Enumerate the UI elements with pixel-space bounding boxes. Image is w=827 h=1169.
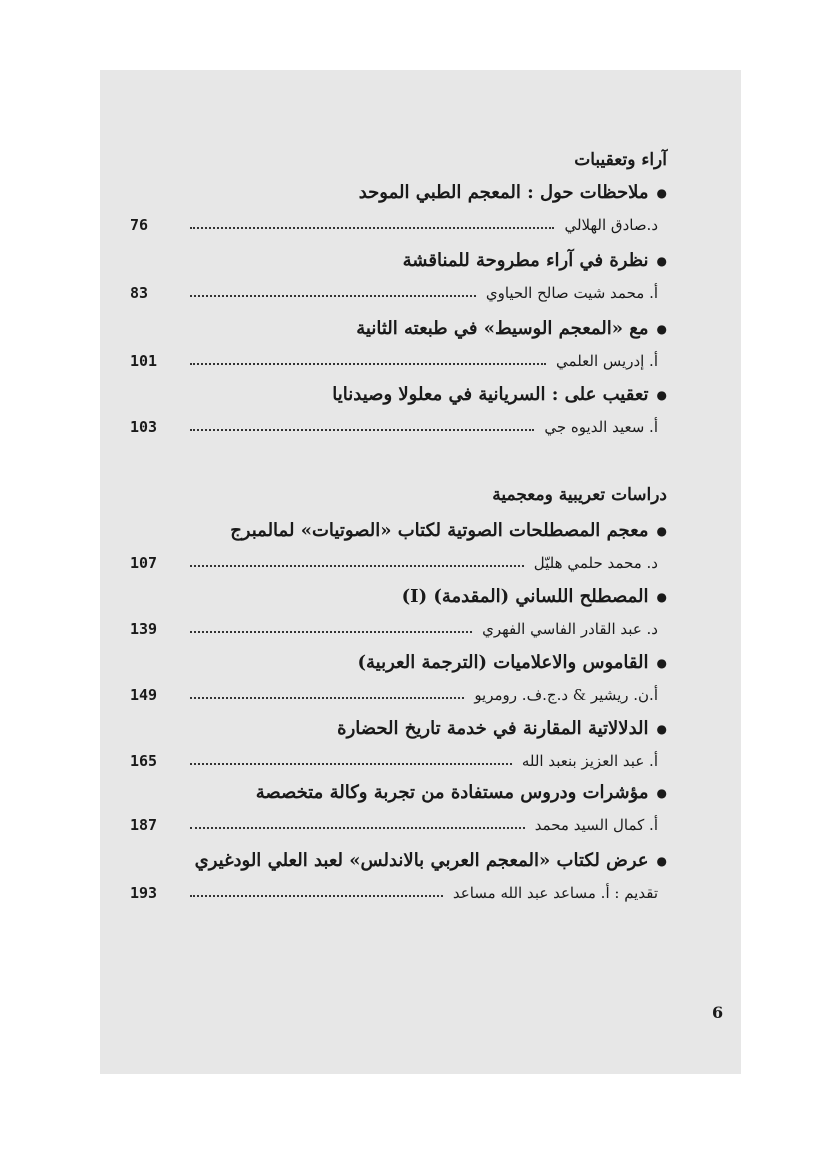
entry-title <box>358 652 667 673</box>
bullet-icon: ● <box>656 656 667 670</box>
entry-title-text: معجم المصطلحات الصوتية لكتاب «الصوتيات» لمالمبرج <box>230 520 649 541</box>
entry-title <box>195 850 667 871</box>
dot-leader <box>190 894 443 897</box>
dot-leader <box>190 226 554 229</box>
entry-page-number: 165 <box>130 752 158 770</box>
entry-title-text: مع «المعجم الوسيط» في طبعته الثانية <box>356 318 649 339</box>
entry-line <box>130 680 658 704</box>
entry-title <box>337 718 667 739</box>
entry-line <box>130 746 658 770</box>
entry-line <box>130 878 658 902</box>
bullet-icon: ● <box>656 590 667 604</box>
dot-leader <box>190 826 525 829</box>
book-page <box>100 70 741 1074</box>
dot-leader <box>190 762 512 765</box>
toc-entry <box>100 182 741 242</box>
toc-entry <box>100 318 741 378</box>
entry-line <box>130 278 658 302</box>
entry-title <box>230 520 667 541</box>
toc-entry <box>100 384 741 444</box>
toc-entry <box>100 850 741 910</box>
entry-author: أ.ن. ريشير & د.ج.ف. رومريو <box>474 686 658 704</box>
entry-title <box>403 250 667 271</box>
dot-leader <box>190 696 464 699</box>
entry-page-number: 149 <box>130 686 158 704</box>
bullet-icon: ● <box>656 254 667 268</box>
entry-page-number: 193 <box>130 884 158 902</box>
entry-title-text: تعقيب على : السريانية في معلولا وصيدنايا <box>332 384 649 405</box>
bullet-icon: ● <box>656 524 667 538</box>
bullet-icon: ● <box>656 388 667 402</box>
bullet-icon: ● <box>656 722 667 736</box>
entry-page-number: 107 <box>130 554 158 572</box>
entry-author: تقديم : أ. مساعد عبد الله مساعد <box>452 884 658 902</box>
entry-author: د.صادق الهلالي <box>564 216 658 234</box>
bullet-icon: ● <box>656 322 667 336</box>
page-folio-number: 6 <box>712 1003 724 1022</box>
toc-entry <box>100 652 741 712</box>
toc-entry <box>100 782 741 842</box>
dot-leader <box>190 362 546 365</box>
dot-leader <box>190 428 534 431</box>
section-title: دراسات تعريبية ومعجمية <box>492 485 667 505</box>
entry-line <box>130 548 658 572</box>
entry-author: أ. إدريس العلمي <box>556 352 658 370</box>
entry-page-number: 139 <box>130 620 158 638</box>
entry-title-text: المصطلح اللساني (المقدمة) (I) <box>401 586 649 607</box>
entry-title-text: ملاحظات حول : المعجم الطبي الموحد <box>358 182 649 203</box>
dot-leader <box>190 630 472 633</box>
entry-title <box>332 384 667 405</box>
entry-title <box>359 182 667 203</box>
entry-author: أ. محمد شيت صالح الحياوي <box>485 284 658 302</box>
toc-entry <box>100 718 741 778</box>
entry-title-text: القاموس والاعلاميات (الترجمة العربية) <box>357 652 649 673</box>
entry-title-text: الدلالاتية المقارنة في خدمة تاريخ الحضارة <box>337 718 649 739</box>
entry-page-number: 76 <box>130 216 149 234</box>
entry-line <box>130 346 658 370</box>
section-title: آراء وتعقيبات <box>574 150 667 170</box>
entry-title-text: نظرة في آراء مطروحة للمناقشة <box>402 250 649 271</box>
entry-author: أ. سعيد الديوه جي <box>544 418 658 436</box>
entry-author: د. محمد حلمي هليّل <box>533 554 658 572</box>
toc-entry <box>100 250 741 310</box>
entry-title <box>356 318 667 339</box>
entry-title <box>256 782 667 803</box>
table-of-contents <box>100 70 741 1074</box>
bullet-icon: ● <box>656 186 667 200</box>
entry-line <box>130 614 658 638</box>
entry-author: أ. كمال السيد محمد <box>534 816 658 834</box>
entry-line <box>130 810 658 834</box>
entry-title-text: عرض لكتاب «المعجم العربي بالاندلس» لعبد العلي الودغيري <box>194 850 649 871</box>
entry-title-text: مؤشرات ودروس مستفادة من تجربة وكالة متخصصة <box>255 782 649 803</box>
dot-leader <box>190 294 476 297</box>
bullet-icon: ● <box>656 786 667 800</box>
entry-page-number: 83 <box>130 284 149 302</box>
entry-line <box>130 412 658 436</box>
entry-author: د. عبد القادر الفاسي الفهري <box>482 620 658 638</box>
entry-line <box>130 210 658 234</box>
dot-leader <box>190 564 524 567</box>
entry-page-number: 103 <box>130 418 158 436</box>
entry-page-number: 101 <box>130 352 158 370</box>
bullet-icon: ● <box>656 854 667 868</box>
toc-entry <box>100 586 741 646</box>
entry-author: أ. عبد العزيز بنعبد الله <box>521 752 658 770</box>
entry-page-number: 187 <box>130 816 158 834</box>
entry-title <box>402 586 667 607</box>
toc-entry <box>100 520 741 580</box>
